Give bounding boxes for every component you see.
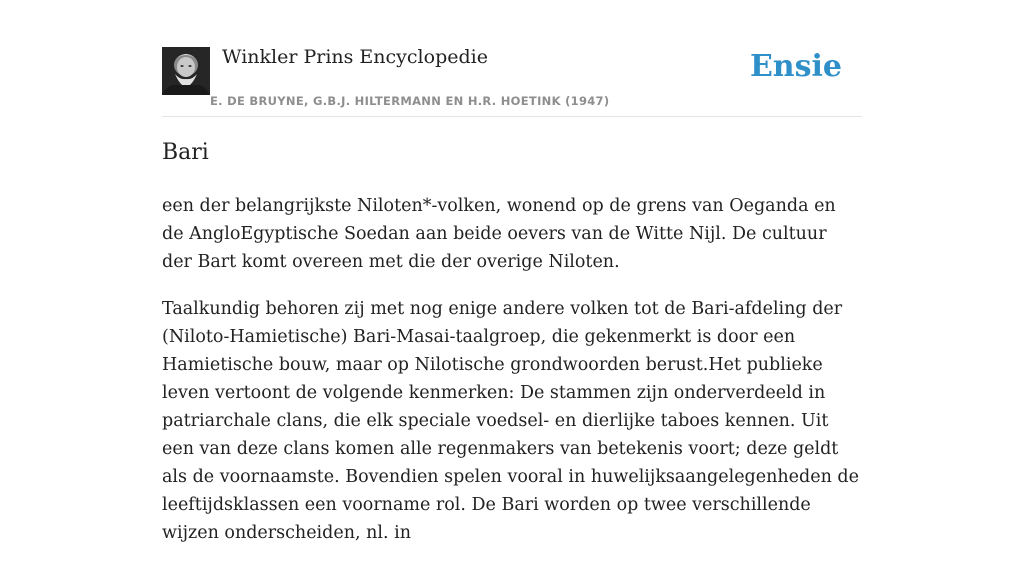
author-avatar[interactable] bbox=[162, 47, 210, 95]
portrait-icon bbox=[162, 47, 210, 95]
article-body bbox=[162, 192, 862, 566]
publication-title[interactable]: Winkler Prins Encyclopedie bbox=[222, 46, 488, 68]
brand-logo-link[interactable]: Ensie bbox=[749, 49, 842, 84]
article-title: Bari bbox=[162, 140, 209, 165]
article-paragraph-2: Taalkundig behoren zij met nog enige andere volken tot de Bari-afdeling der (Niloto-Hamietische) Bari-Masai-taalgroep, die gekenmerkt is door een Hamietische bouw, maar op Nilotische grondwoorden berust.Het publieke leven vertoont de volgende kenmerken: De stammen zijn onderverdeeld in patriarchale clans, die elk speciale voedsel- en dierlijke taboes kennen. Uit een van deze clans komen alle regenmakers van betekenis voort; deze geldt als de voornaamste. Bovendien spelen vooral in huwelijksaangelegenheden de leeftijdsklassen een voorname rol. De Bari worden op twee verschillende wijzen onderscheiden, nl. in bbox=[162, 299, 859, 543]
site-header bbox=[162, 40, 862, 117]
publication-authors: E. DE BRUYNE, G.B.J. HILTERMANN EN H.R. HOETINK (1947) bbox=[210, 94, 610, 108]
article-paragraph-1: een der belangrijkste Niloten*-volken, wonend op de grens van Oeganda en de AngloEgyptische Soedan aan beide oevers van de Witte Nijl. De cultuur der Bart komt overeen met die der overige Niloten. bbox=[162, 196, 836, 272]
